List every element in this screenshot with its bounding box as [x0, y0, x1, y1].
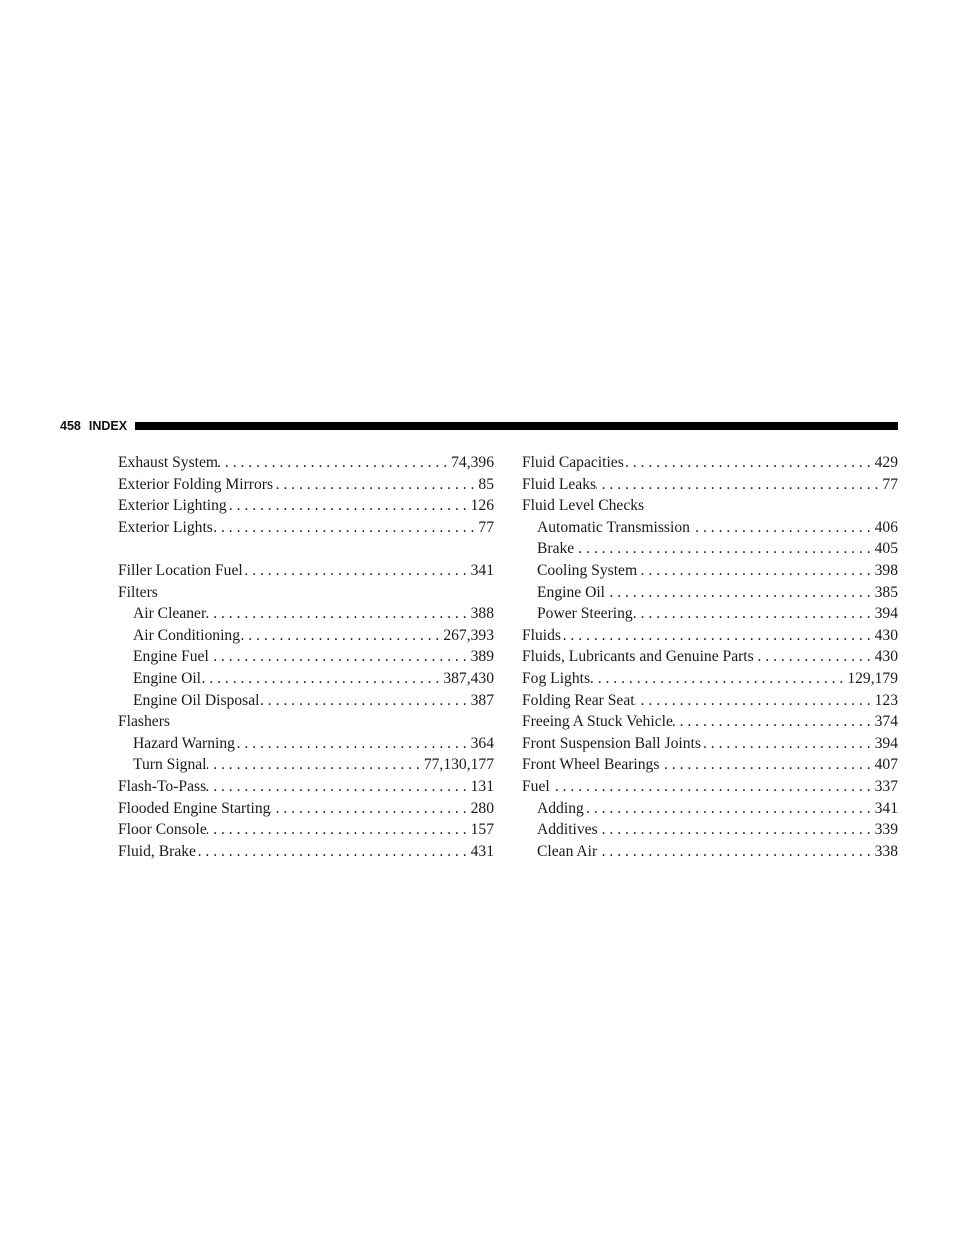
dot-leader	[673, 711, 871, 733]
dot-leader	[209, 646, 467, 668]
entry-label: Folding Rear Seat	[522, 691, 635, 709]
dot-leader	[635, 690, 871, 712]
page-reference: 394	[874, 734, 898, 752]
entry-label: Filler Location Fuel	[118, 561, 243, 579]
entry-label: Brake	[537, 540, 575, 558]
index-subentry	[118, 625, 494, 647]
index-entry	[118, 517, 494, 539]
entry-label: Fluids	[522, 626, 561, 644]
index-subentry	[522, 517, 898, 539]
index-entry	[118, 841, 494, 863]
index-column-left	[118, 452, 494, 862]
entry-label: Adding	[537, 799, 584, 817]
index-entry	[522, 495, 898, 517]
entry-label: Clean Air	[537, 842, 598, 860]
entry-label: Exterior Lighting	[118, 497, 227, 515]
page-reference: 338	[874, 842, 898, 860]
dot-leader	[227, 495, 467, 517]
page-reference: 131	[470, 777, 494, 795]
entry-label: Fog Lights	[522, 669, 591, 687]
dot-leader	[206, 603, 466, 625]
entry-label: Fluids, Lubricants and Genuine Parts	[522, 648, 754, 666]
entry-label: Air Conditioning	[133, 626, 240, 644]
page-reference: 77,130,177	[423, 756, 494, 774]
index-subentry	[522, 603, 898, 625]
index-subentry	[522, 841, 898, 863]
dot-leader	[270, 798, 466, 820]
index-subentry	[118, 668, 494, 690]
index-entry	[118, 495, 494, 517]
index-entry	[118, 582, 494, 604]
dot-leader	[240, 625, 439, 647]
page-reference: 394	[874, 605, 898, 623]
dot-leader	[690, 517, 871, 539]
dot-leader	[218, 452, 447, 474]
dot-leader	[605, 582, 871, 604]
page-reference: 398	[874, 561, 898, 579]
index-subentry	[522, 538, 898, 560]
entry-label: Front Suspension Ball Joints	[522, 734, 701, 752]
page-reference: 385	[874, 583, 898, 601]
entry-label: Front Wheel Bearings	[522, 756, 660, 774]
page-reference: 407	[874, 756, 898, 774]
index-subentry	[522, 798, 898, 820]
index-entry	[118, 474, 494, 496]
page-reference: 77	[882, 475, 898, 493]
page-reference: 157	[470, 821, 494, 839]
page-reference: 341	[874, 799, 898, 817]
dot-leader	[235, 733, 467, 755]
entry-label: Engine Oil	[133, 669, 201, 687]
index-entry	[522, 474, 898, 496]
entry-label: Floor Console	[118, 821, 207, 839]
dot-leader	[207, 819, 467, 841]
index-entry	[118, 798, 494, 820]
dot-leader	[597, 841, 870, 863]
page-reference: 406	[874, 518, 898, 536]
index-subentry	[522, 819, 898, 841]
dot-leader	[584, 798, 871, 820]
entry-label: Flash-To-Pass	[118, 777, 207, 795]
entry-label: Engine Fuel	[133, 648, 209, 666]
dot-leader	[206, 776, 466, 798]
dot-leader	[633, 603, 871, 625]
index-entry	[522, 711, 898, 733]
page-reference: 430	[874, 626, 898, 644]
page-reference: 123	[874, 691, 898, 709]
page-reference: 430	[874, 648, 898, 666]
entry-label: Fluid Level Checks	[522, 497, 645, 515]
index-entry	[522, 452, 898, 474]
dot-leader	[701, 733, 871, 755]
dot-leader	[596, 474, 878, 496]
entry-label: Fluid Leaks	[522, 475, 597, 493]
dot-leader	[574, 538, 870, 560]
index-subentry	[118, 754, 494, 776]
entry-label: Exhaust System	[118, 454, 219, 471]
entry-label: Hazard Warning	[133, 734, 235, 752]
index-entry	[522, 690, 898, 712]
header-rule	[135, 422, 898, 430]
page-reference: 126	[470, 497, 494, 515]
page-reference: 387	[470, 691, 494, 709]
index-entry	[522, 733, 898, 755]
dot-leader	[243, 560, 467, 582]
page-reference: 405	[874, 540, 898, 558]
index-entry	[118, 711, 494, 733]
page-number: 458	[60, 419, 81, 433]
entry-label: Exterior Lights	[118, 518, 213, 536]
dot-leader	[659, 754, 870, 776]
dot-leader	[624, 452, 871, 474]
index-entry	[118, 776, 494, 798]
dot-leader	[213, 517, 475, 539]
entry-label: Filters	[118, 583, 158, 601]
index-entry	[118, 819, 494, 841]
dot-leader	[754, 646, 871, 668]
section-title: INDEX	[88, 419, 128, 433]
index-entry	[522, 776, 898, 798]
page-reference: 337	[874, 777, 898, 795]
page-reference: 431	[470, 842, 494, 860]
dot-leader	[598, 819, 871, 841]
page-reference: 387,430	[443, 669, 494, 687]
entry-label: Flashers	[118, 713, 170, 731]
index-subentry	[118, 733, 494, 755]
entry-label: Fuel	[522, 777, 550, 795]
entry-label: Flooded Engine Starting	[118, 799, 271, 817]
page-reference: 267,393	[443, 626, 494, 644]
page-reference: 74,396	[451, 454, 494, 471]
page-reference: 429	[874, 454, 898, 471]
page-reference: 364	[470, 734, 494, 752]
index-entry	[118, 560, 494, 582]
entry-label: Automatic Transmission	[537, 518, 690, 536]
entry-label: Freeing A Stuck Vehicle	[522, 713, 673, 731]
dot-leader	[273, 474, 474, 496]
dot-leader	[590, 668, 843, 690]
page-reference: 388	[470, 605, 494, 623]
index-column-right	[522, 452, 898, 862]
dot-leader	[561, 625, 871, 647]
entry-label: Fluid, Brake	[118, 842, 196, 860]
entry-label: Exterior Folding Mirrors	[118, 475, 274, 493]
entry-label: Turn Signal	[133, 756, 207, 774]
index-subentry	[118, 690, 494, 712]
page-reference: 85	[478, 475, 494, 493]
dot-leader	[207, 754, 420, 776]
page-reference: 374	[874, 713, 898, 731]
dot-leader	[196, 841, 467, 863]
page-reference: 280	[470, 799, 494, 817]
index-entry	[522, 625, 898, 647]
entry-label: Power Steering	[537, 605, 633, 623]
entry-label: Engine Oil	[537, 583, 605, 601]
index-entry	[522, 754, 898, 776]
index-subentry	[522, 560, 898, 582]
index-subentry	[118, 603, 494, 625]
entry-label: Additives	[537, 821, 598, 839]
index-entry	[118, 452, 494, 474]
dot-leader	[637, 560, 871, 582]
dot-leader	[201, 668, 439, 690]
entry-label: Fluid Capacities	[522, 454, 624, 471]
page-reference: 77	[478, 518, 494, 536]
entry-label: Cooling System	[537, 561, 638, 579]
dot-leader	[259, 690, 466, 712]
entry-label: Engine Oil Disposal	[133, 691, 260, 709]
page-reference: 341	[470, 561, 494, 579]
index-subentry	[118, 646, 494, 668]
dot-leader	[550, 776, 871, 798]
index-subentry	[522, 582, 898, 604]
page-header	[60, 417, 898, 435]
page-reference: 339	[874, 821, 898, 839]
page-reference: 129,179	[847, 669, 898, 687]
index-entry	[522, 646, 898, 668]
entry-label: Air Cleaner	[133, 605, 207, 623]
page-reference: 389	[470, 648, 494, 666]
index-entry	[522, 668, 898, 690]
